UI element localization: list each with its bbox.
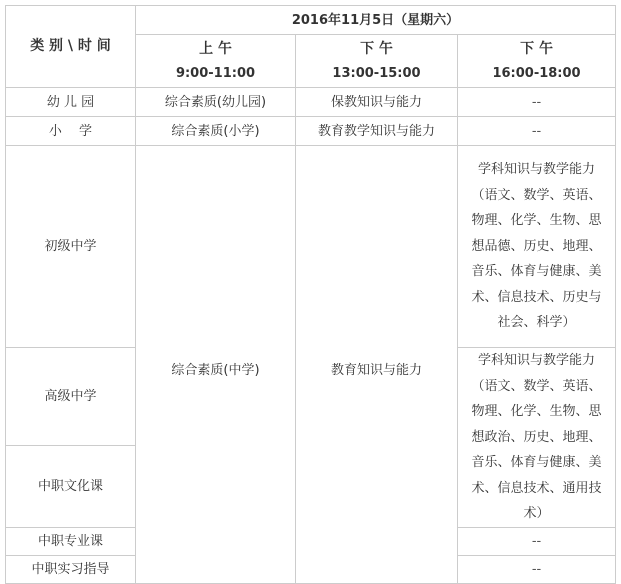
evening-cell: 学科知识与教学能力（语文、数学、英语、物理、化学、生物、思想政治、历史、地理、音乐、体育与健康、美术、信息技术、通用技术）	[458, 348, 616, 528]
morning-cell: 综合素质(幼儿园)	[136, 88, 296, 117]
session-header-afternoon	[296, 35, 458, 88]
category-cell: 中职实习指导	[6, 555, 136, 583]
date-row	[6, 6, 616, 35]
secondary-morning-text: 综合素质(中学)	[171, 363, 260, 378]
secondary-morning-cell	[136, 146, 296, 584]
evening-cell: --	[458, 527, 616, 555]
exam-schedule-table	[5, 5, 616, 584]
session-time: 9:00-11:00	[175, 66, 256, 81]
evening-cell: 学科知识与教学能力（语文、数学、英语、物理、化学、生物、思想品德、历史、地理、音乐、体育与健康、美术、信息技术、历史与社会、科学）	[458, 146, 616, 348]
afternoon-cell: 教育教学知识与能力	[296, 117, 458, 146]
evening-cell: --	[458, 88, 616, 117]
secondary-afternoon-text: 教育知识与能力	[330, 363, 422, 378]
session-period: 下 午	[360, 41, 393, 57]
session-header-morning	[136, 35, 296, 88]
secondary-afternoon-cell	[296, 146, 458, 584]
category-cell: 中职文化课	[6, 445, 136, 527]
afternoon-cell: 保教知识与能力	[296, 88, 458, 117]
evening-cell: --	[458, 117, 616, 146]
session-period: 下 午	[520, 41, 553, 57]
table-row	[6, 146, 616, 348]
session-time: 16:00-18:00	[492, 66, 581, 81]
morning-cell: 综合素质(小学)	[136, 117, 296, 146]
category-cell: 初级中学	[6, 146, 136, 348]
session-period: 上 午	[199, 41, 232, 57]
session-time: 13:00-15:00	[332, 66, 421, 81]
corner-header: 类 别 \ 时 间	[6, 6, 136, 88]
table-row	[6, 88, 616, 117]
category-cell: 小 学	[6, 117, 136, 146]
category-cell: 高级中学	[6, 348, 136, 446]
date-header: 2016年11月5日（星期六）	[136, 6, 616, 35]
table-row	[6, 117, 616, 146]
evening-cell: --	[458, 555, 616, 583]
category-cell: 中职专业课	[6, 527, 136, 555]
session-header-evening	[458, 35, 616, 88]
category-cell: 幼 儿 园	[6, 88, 136, 117]
